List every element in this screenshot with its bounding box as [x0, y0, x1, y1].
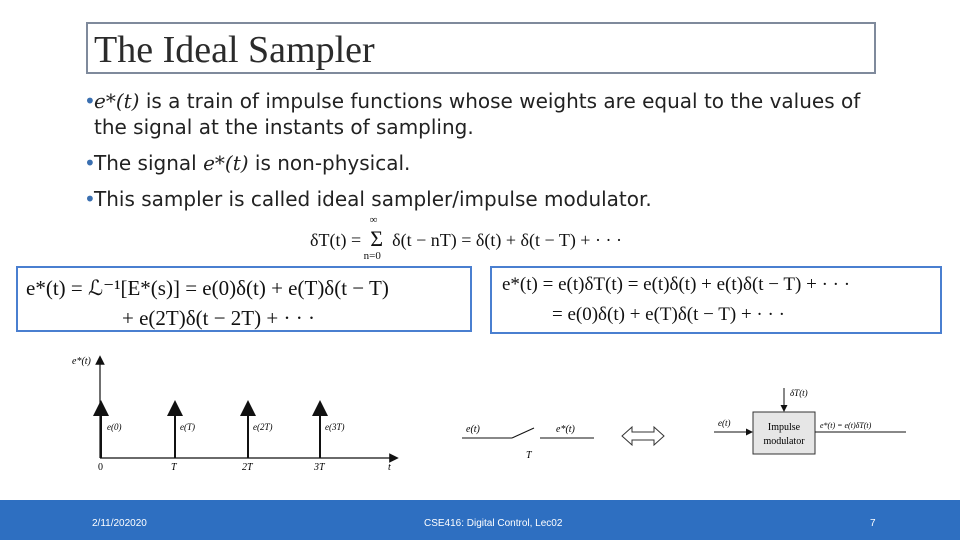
tick-label: 3T: [314, 462, 325, 473]
bullet-item: [86, 186, 886, 212]
impulse-label: e(2T): [253, 422, 273, 432]
laplace-equation-box: [16, 266, 472, 332]
bullet-list: [86, 88, 886, 222]
bullet-dot-icon: •: [84, 187, 96, 211]
tick-label: T: [171, 462, 177, 473]
bullet-text: is non-physical.: [248, 151, 411, 175]
sum-lower-limit: n=0: [363, 250, 381, 262]
footer-course: CSE416: Digital Control, Lec02: [424, 518, 563, 529]
equivalence-double-arrow-icon: [620, 424, 666, 448]
bullet-dot-icon: •: [84, 89, 96, 113]
switch-input-label: e(t): [466, 424, 480, 435]
impulse-train-plot: [60, 350, 400, 475]
bullet-dot-icon: •: [84, 151, 96, 175]
equation-lhs: δT(t) =: [310, 230, 362, 250]
sum-sign: Σ: [370, 226, 384, 251]
bullet-variable: e*(t): [94, 89, 140, 113]
switch-blade: [512, 428, 534, 438]
block-label-line-1: Impulse: [767, 422, 801, 433]
slide-title: The Ideal Sampler: [94, 29, 375, 71]
sampling-period-label: T: [526, 450, 532, 461]
bullet-text: This sampler is called ideal sampler/impulse modulator.: [94, 187, 652, 211]
sum-upper-limit: ∞: [369, 214, 378, 226]
impulse-modulator-diagram: [710, 384, 910, 460]
carrier-label: δT(t): [790, 388, 808, 398]
impulse-train-equation: [310, 214, 622, 262]
summation-symbol: [363, 214, 388, 262]
modulator-input-label: e(t): [718, 418, 731, 428]
impulse-label: e(0): [107, 422, 122, 432]
footer-date: 2/11/202020: [92, 518, 147, 529]
impulse-label: e(T): [180, 422, 195, 432]
laplace-equation-line-2: + e(2T)δ(t − 2T) + · · ·: [122, 306, 315, 330]
laplace-equation-line-1: e*(t) = ℒ⁻¹[E*(s)] = e(0)δ(t) + e(T)δ(t − T): [26, 276, 389, 300]
impulse-label: e(3T): [325, 422, 345, 432]
tick-label: 2T: [242, 462, 253, 473]
product-equation-box: [490, 266, 942, 334]
switch-output-label: e*(t): [556, 424, 575, 435]
title-box: [86, 22, 876, 74]
product-equation-line-2: = e(0)δ(t) + e(T)δ(t − T) + · · ·: [552, 304, 785, 325]
modulator-output-label: e*(t) = e(t)δT(t): [820, 421, 872, 430]
footer-page-number: 7: [870, 518, 876, 529]
block-label-line-2: modulator: [763, 436, 805, 447]
y-axis-label: e*(t): [72, 356, 91, 367]
tick-label: 0: [98, 462, 103, 473]
bullet-text: The signal: [94, 151, 204, 175]
x-axis-label: t: [388, 462, 391, 473]
product-equation-line-1: e*(t) = e(t)δT(t) = e(t)δ(t) + e(t)δ(t − T) + · · ·: [502, 274, 851, 295]
bullet-variable: e*(t): [203, 151, 249, 175]
switch-sampler-diagram: [460, 410, 600, 465]
footer-bar: [0, 500, 960, 540]
impulse-modulator-block: [753, 412, 815, 454]
bullet-item: [86, 150, 886, 176]
bullet-text: is a train of impulse functions whose weights are equal to the values of the signal at the instants of sampling.: [94, 89, 861, 139]
bullet-item: [86, 88, 886, 140]
equation-rhs: δ(t − nT) = δ(t) + δ(t − T) + · · ·: [392, 230, 622, 250]
